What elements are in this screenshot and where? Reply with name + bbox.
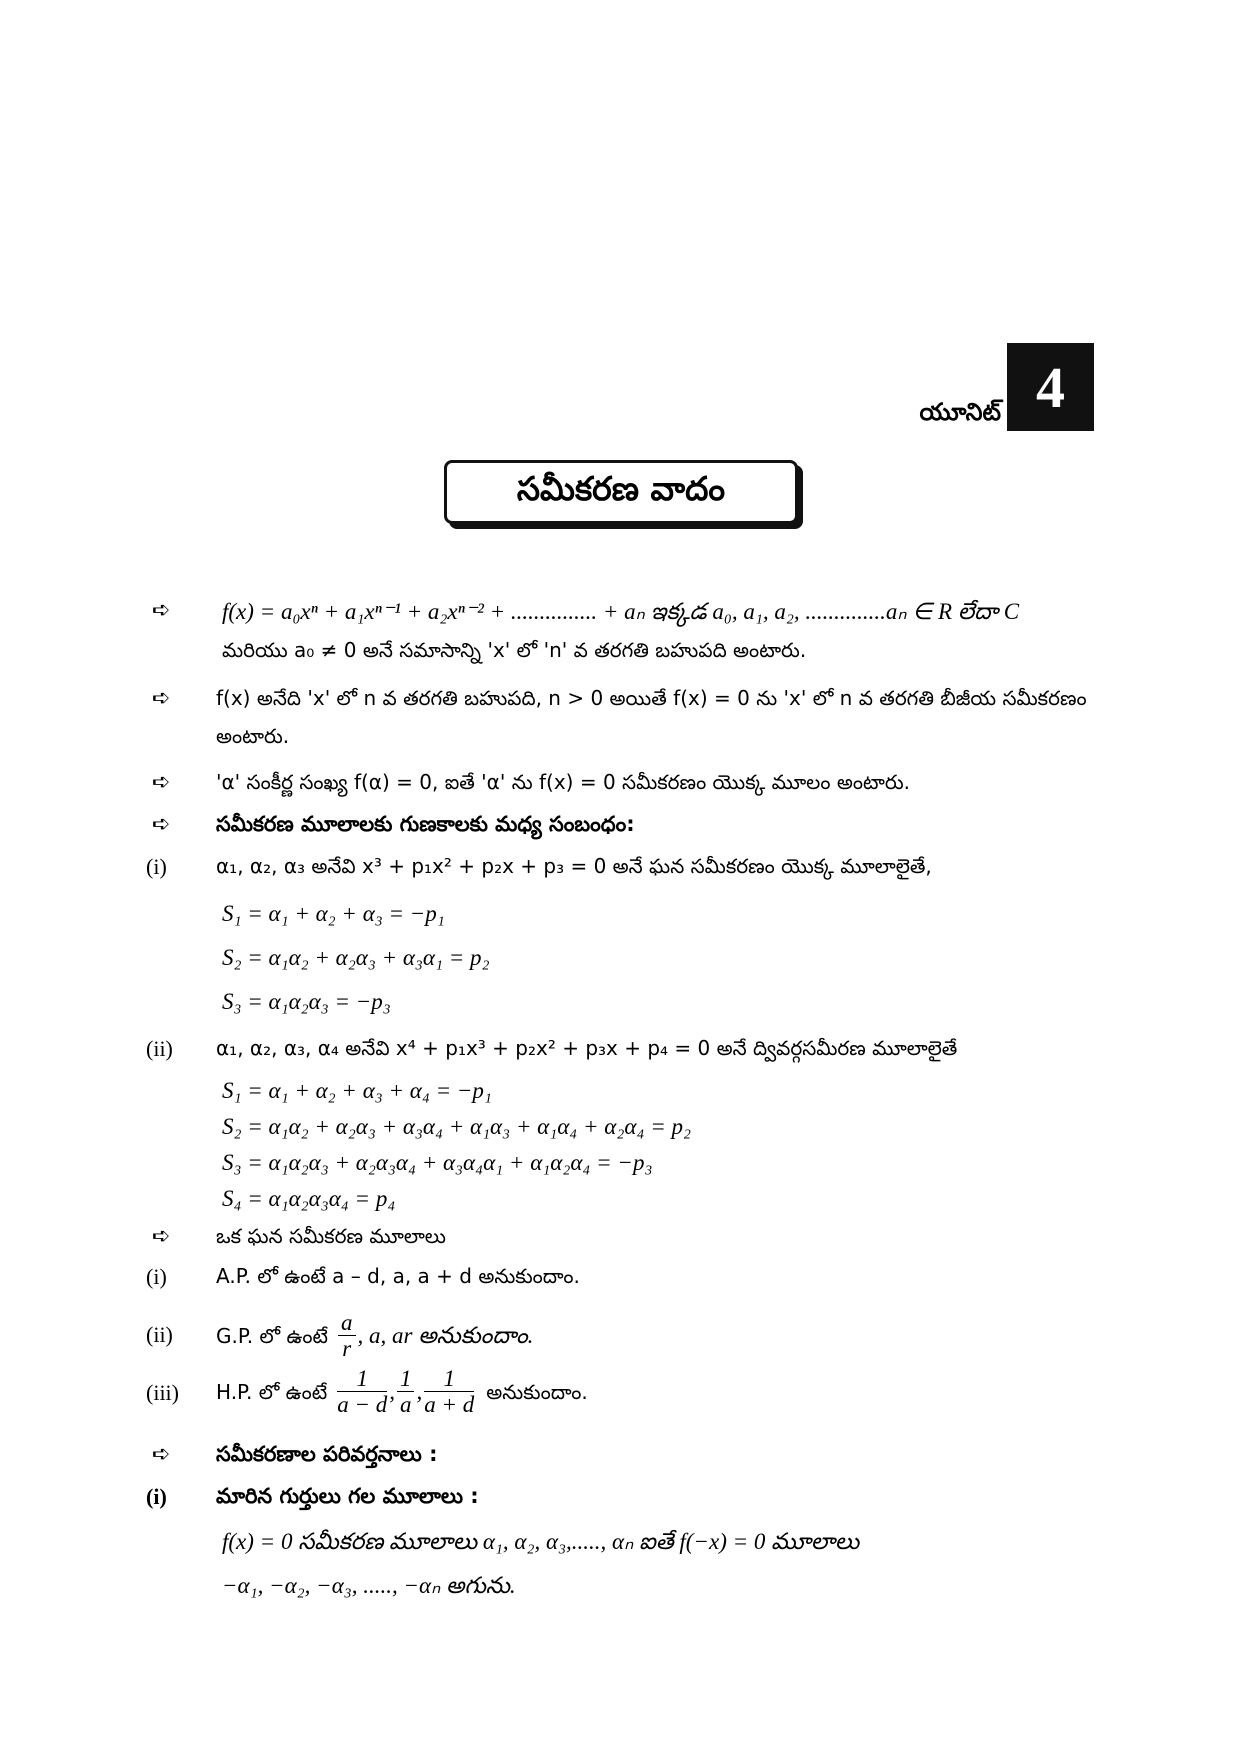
text-segment: , a, ar అనుకుందాం. xyxy=(357,1323,534,1348)
item-number: (ii) xyxy=(146,1036,173,1061)
fraction-denominator: a xyxy=(399,1392,412,1418)
equation: S₁ = α₁ + α₂ + α₃ + α₄ = −p₁ xyxy=(222,1078,492,1103)
equation: S₃ = α₁α₂α₃ + α₂α₃α₄ + α₃α₄α₁ + α₁α₂α₄ = −p₃ xyxy=(222,1150,653,1175)
fraction-denominator: r xyxy=(342,1336,352,1362)
fraction-numerator: 1 xyxy=(424,1366,474,1392)
fraction xyxy=(338,1310,356,1362)
unit-number-box: 4 xyxy=(1007,343,1094,431)
arrow-bullet-icon: ➪ xyxy=(152,812,171,837)
equation: S₃ = α₁α₂α₃ = −p₃ xyxy=(222,989,391,1014)
text-line: A.P. లో ఉంటే a – d, a, a + d అనుకుందాం. xyxy=(216,1264,580,1288)
text-line: α₁, α₂, α₃ అనేవి x³ + p₁x² + p₂x + p₃ = 0 అనే ఘన సమీకరణం యొక్క మూలాలైతే, xyxy=(216,854,932,878)
item-number: (i) xyxy=(146,1484,167,1509)
equation: S₄ = α₁α₂α₃α₄ = p₄ xyxy=(222,1186,396,1211)
page-body xyxy=(140,590,1100,1598)
text-line: f(x) = 0 సమీకరణ మూలాలు α₁, α₂, α₃,....., αₙ ఐతే f(−x) = 0 మూలాలు xyxy=(222,1529,860,1554)
text-line: అంటారు. xyxy=(216,724,290,748)
fraction-numerator: 1 xyxy=(337,1366,387,1392)
arrow-bullet-icon: ➪ xyxy=(152,1442,171,1467)
section-heading: సమీకరణ మూలాలకు గుణకాలకు మధ్య సంబంధం: xyxy=(216,812,635,836)
arrow-bullet-icon: ➪ xyxy=(152,598,171,623)
item-number: (i) xyxy=(146,854,167,879)
item-number: (iii) xyxy=(146,1380,179,1405)
equation: S₁ = α₁ + α₂ + α₃ = −p₁ xyxy=(222,901,445,926)
subsection-heading: మారిన గుర్తులు గల మూలాలు : xyxy=(216,1484,479,1508)
text-line: మరియు a₀ ≠ 0 అనే సమాసాన్ని 'x' లో 'n' వ తరగతి బహుపది అంటారు. xyxy=(222,638,807,662)
arrow-bullet-icon: ➪ xyxy=(152,1224,171,1249)
arrow-bullet-icon: ➪ xyxy=(152,770,171,795)
fraction xyxy=(397,1366,415,1418)
gp-line xyxy=(216,1310,533,1362)
hp-line: H.P. లో ఉంటే $\frac{1}{a - d}$ , $\frac{1}{a}$ , $\frac{1}{a + d}$ అనుకుందాం. xyxy=(216,1366,588,1418)
unit-label: యూనిట్ xyxy=(919,398,1001,426)
equation: S₂ = α₁α₂ + α₂α₃ + α₃α₄ + α₁α₃ + α₁α₄ + α₂α₄ = p₂ xyxy=(222,1114,691,1139)
fraction-numerator: 1 xyxy=(397,1366,415,1392)
equation: S₂ = α₁α₂ + α₂α₃ + α₃α₁ = p₂ xyxy=(222,945,490,970)
fraction-numerator: a xyxy=(338,1310,356,1336)
text-line: −α₁, −α₂, −α₃, ....., −αₙ అగును. xyxy=(222,1573,516,1598)
arrow-bullet-icon: ➪ xyxy=(152,686,171,711)
text-line: f(x) = a₀xⁿ + a₁xⁿ⁻¹ + a₂xⁿ⁻² + ............... + aₙ ఇక్కడ a₀, a₁, a₂, ..............aₙ ∈ R లేదా C xyxy=(222,599,1020,624)
item-number: (i) xyxy=(146,1264,167,1289)
text-line: α₁, α₂, α₃, α₄ అనేవి x⁴ + p₁x³ + p₂x² + p₃x + p₄ = 0 అనే ద్వివర్గసమీరణ మూలాలైతే xyxy=(216,1036,958,1060)
text-line: ఒక ఘన సమీకరణ మూలాలు xyxy=(216,1224,446,1248)
text-line: 'α' సంకీర్ణ సంఖ్య f(α) = 0, ఐతే 'α' ను f(x) = 0 సమీకరణం యొక్క మూలం అంటారు. xyxy=(216,770,910,794)
item-number: (ii) xyxy=(146,1322,173,1347)
fraction-denominator: a − d xyxy=(337,1392,388,1418)
fraction-denominator: a + d xyxy=(424,1392,475,1418)
text-segment: H.P. లో ఉంటే xyxy=(216,1379,328,1404)
section-heading: సమీకరణాల పరివర్తనాలు : xyxy=(216,1442,438,1466)
text-line: f(x) అనేది 'x' లో n వ తరగతి బహుపది, n > 0 అయితే f(x) = 0 ను 'x' లో n వ తరగతి బీజీయ సమీకరణం xyxy=(216,686,1087,710)
text-segment: అనుకుందాం. xyxy=(486,1379,588,1404)
chapter-title: సమీకరణ వాదం xyxy=(444,460,798,524)
fraction xyxy=(337,1366,387,1418)
text-segment: G.P. లో ఉంటే xyxy=(216,1323,328,1348)
fraction xyxy=(424,1366,474,1418)
